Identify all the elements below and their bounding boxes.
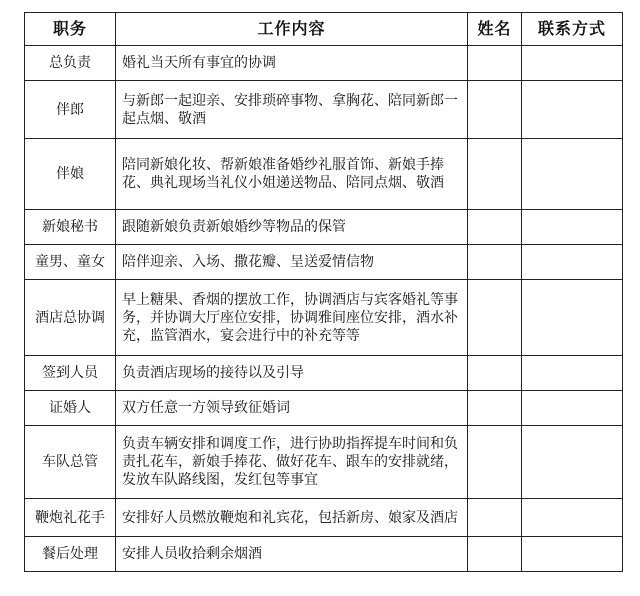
duty-content-cell: 负责酒店现场的接待以及引导 — [116, 356, 468, 391]
name-cell — [468, 280, 522, 356]
contact-cell — [522, 280, 623, 356]
table-row — [25, 391, 623, 426]
duty-content-cell: 早上糖果、香烟的摆放工作，协调酒店与宾客婚礼等事务，并协调大厅座位安排，协调雅间座位安排，酒水补充，监管酒水，宴会进行中的补充等等 — [116, 280, 468, 356]
role-cell: 伴娘 — [25, 139, 116, 210]
contact-cell — [522, 391, 623, 426]
contact-cell — [522, 537, 623, 572]
table-row — [25, 210, 623, 245]
role-cell: 车队总管 — [25, 426, 116, 499]
header-contact: 联系方式 — [522, 13, 623, 46]
duty-content-cell: 婚礼当天所有事宜的协调 — [116, 46, 468, 81]
duty-content-cell: 陪同新娘化妆、帮新娘准备婚纱礼服首饰、新娘手捧花、典礼现场当礼仪小姐递送物品、陪同点烟、敬酒 — [116, 139, 468, 210]
role-cell: 总负责 — [25, 46, 116, 81]
table-row — [25, 426, 623, 499]
table-row — [25, 499, 623, 537]
name-cell — [468, 499, 522, 537]
contact-cell — [522, 46, 623, 81]
name-cell — [468, 210, 522, 245]
header-row — [25, 13, 623, 46]
name-cell — [468, 139, 522, 210]
table-row — [25, 356, 623, 391]
header-name: 姓名 — [468, 13, 522, 46]
duty-content-cell: 安排人员收拾剩余烟酒 — [116, 537, 468, 572]
role-cell: 签到人员 — [25, 356, 116, 391]
role-cell: 鞭炮礼花手 — [25, 499, 116, 537]
name-cell — [468, 537, 522, 572]
contact-cell — [522, 499, 623, 537]
role-cell: 童男、童女 — [25, 245, 116, 280]
table-row — [25, 139, 623, 210]
duty-content-cell: 与新郎一起迎亲、安排琐碎事物、拿胸花、陪同新郎一起点烟、敬酒 — [116, 81, 468, 139]
table-row — [25, 537, 623, 572]
duty-content-cell: 双方任意一方领导致征婚词 — [116, 391, 468, 426]
contact-cell — [522, 426, 623, 499]
role-cell: 餐后处理 — [25, 537, 116, 572]
role-cell: 酒店总协调 — [25, 280, 116, 356]
duty-content-cell: 陪伴迎亲、入场、撒花瓣、呈送爱情信物 — [116, 245, 468, 280]
contact-cell — [522, 356, 623, 391]
name-cell — [468, 81, 522, 139]
contact-cell — [522, 210, 623, 245]
contact-cell — [522, 139, 623, 210]
contact-cell — [522, 81, 623, 139]
wedding-duty-table — [24, 12, 623, 572]
name-cell — [468, 356, 522, 391]
contact-cell — [522, 245, 623, 280]
name-cell — [468, 426, 522, 499]
role-cell: 新娘秘书 — [25, 210, 116, 245]
role-cell: 证婚人 — [25, 391, 116, 426]
table-row — [25, 280, 623, 356]
role-cell: 伴郎 — [25, 81, 116, 139]
duty-content-cell: 负责车辆安排和调度工作，进行协助指挥提车时间和负责扎花车，新娘手捧花、做好花车、跟车的安排就绪，发放车队路线图，发红包等事宜 — [116, 426, 468, 499]
table-row — [25, 46, 623, 81]
duty-content-cell: 安排好人员燃放鞭炮和礼宾花，包括新房、娘家及酒店 — [116, 499, 468, 537]
table-row — [25, 245, 623, 280]
name-cell — [468, 46, 522, 81]
name-cell — [468, 245, 522, 280]
header-role: 职务 — [25, 13, 116, 46]
header-content: 工作内容 — [116, 13, 468, 46]
table-row — [25, 81, 623, 139]
duty-content-cell: 跟随新娘负责新娘婚纱等物品的保管 — [116, 210, 468, 245]
name-cell — [468, 391, 522, 426]
table-body — [25, 46, 623, 572]
